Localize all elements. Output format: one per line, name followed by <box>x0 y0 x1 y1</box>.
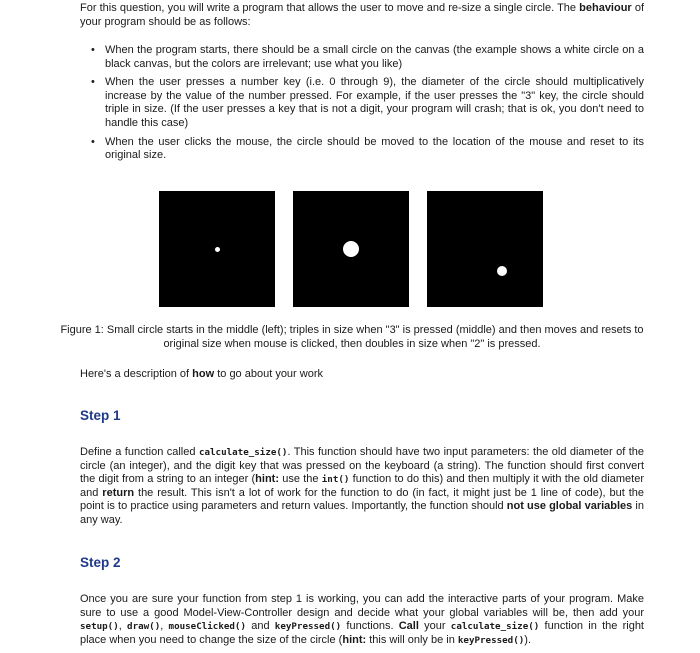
bold-call: Call <box>398 620 419 633</box>
canvas-panel-left <box>159 191 275 307</box>
step-1-text: use the <box>279 473 322 486</box>
step-1-text: Define a function called <box>80 446 199 458</box>
step-1-heading: Step 1 <box>80 408 121 423</box>
figure-caption: Figure 1: Small circle starts in the middle (left); triples in size when "3" is pressed (middle) and then moves and resets to original size when mouse is clicked, then doubles in size when "2" is pressed. <box>60 324 644 350</box>
intro-paragraph <box>80 2 644 29</box>
code-int: int() <box>321 474 350 486</box>
bold-not-use-globals: not use global variables <box>506 500 633 513</box>
list-item <box>86 136 644 163</box>
step-1-text: the result. This isn't a lot of work for the function to do (in fact, it might just be 1 line of code), but the point is to practice using parameters and return values. Importantly, the function should <box>80 486 644 513</box>
intro-text-end: of your program should be as follows: <box>80 2 645 28</box>
step-2-text: functions. <box>341 620 399 633</box>
hint-label: hint: <box>342 633 367 646</box>
step-1-text: function to do this) and then multiply it with the old diameter and <box>80 473 644 499</box>
step-1-text: in any way. <box>80 500 644 526</box>
step-2-heading: Step 2 <box>80 555 121 570</box>
howto-line <box>80 368 644 382</box>
code-key-pressed: keyPressed() <box>274 621 342 633</box>
step-2-text: your <box>418 620 451 633</box>
canvas-panel-right <box>427 191 543 307</box>
code-calculate-size: calculate_size() <box>198 447 288 458</box>
list-item-text: When the user presses a number key (i.e. 0 through 9), the diameter of the circle should multiplicatively increase by the value of the number pressed. For example, if the user presses the "3" key, the circle should triple in size. (If the user presses a key that is not a digit, your program will crash; that is ok, you don't need to handle this case) <box>105 76 644 129</box>
step-2-text: and <box>245 620 275 633</box>
step-1-paragraph <box>80 446 644 528</box>
bullet-icon: • <box>91 135 95 148</box>
howto-text: Here's a description of <box>80 368 193 380</box>
bullet-icon: • <box>91 76 95 89</box>
step-1-text: . This function should have two input parameters: the old diameter of the circle (an integer), and the digit key that was pressed on the keyboard (a string). The function should first convert the digit from a string to an integer ( <box>80 446 644 486</box>
code-calculate-size: calculate_size() <box>450 621 540 633</box>
behaviour-list <box>86 44 644 168</box>
small-circle <box>215 247 220 252</box>
tripled-circle <box>343 241 359 257</box>
canvas-panel-middle <box>293 191 409 307</box>
list-item-text: When the program starts, there should be a small circle on the canvas (the example shows a white circle on a black canvas, but the colors are irrelevant; use what you like) <box>105 44 644 70</box>
figure-1 <box>159 191 543 307</box>
step-2-text: , <box>160 620 169 633</box>
list-item <box>86 44 644 71</box>
intro-bold-behaviour: behaviour <box>579 2 632 14</box>
intro-text: For this question, you will write a program that allows the user to move and re-size a single circle. The <box>80 2 580 14</box>
bullet-icon: • <box>91 44 95 56</box>
code-draw: draw() <box>127 621 161 633</box>
step-2-paragraph <box>80 593 644 647</box>
code-setup: setup() <box>80 621 119 633</box>
bold-return: return <box>102 486 135 499</box>
step-2-text: ). <box>524 633 532 646</box>
step-2-text: Once you are sure your function from step 1 is working, you can add the interactive parts of your program. Make sure to use a good Model-View-Controller design and decide what your global variables will be, then add your <box>80 593 644 619</box>
moved-doubled-circle <box>497 266 507 276</box>
howto-bold: how <box>192 368 215 380</box>
code-mouse-clicked: mouseClicked() <box>168 621 246 633</box>
step-2-text: , <box>118 620 128 633</box>
step-2-text: this will only be in <box>366 633 458 646</box>
hint-label: hint: <box>255 473 279 486</box>
list-item <box>86 76 644 130</box>
howto-text-end: to go about your work <box>214 368 323 380</box>
step-2-text: function in the right place when you need to change the size of the circle ( <box>80 620 644 646</box>
list-item-text: When the user clicks the mouse, the circle should be moved to the location of the mouse and reset to its original size. <box>105 135 644 162</box>
code-key-pressed: keyPressed() <box>457 634 525 646</box>
